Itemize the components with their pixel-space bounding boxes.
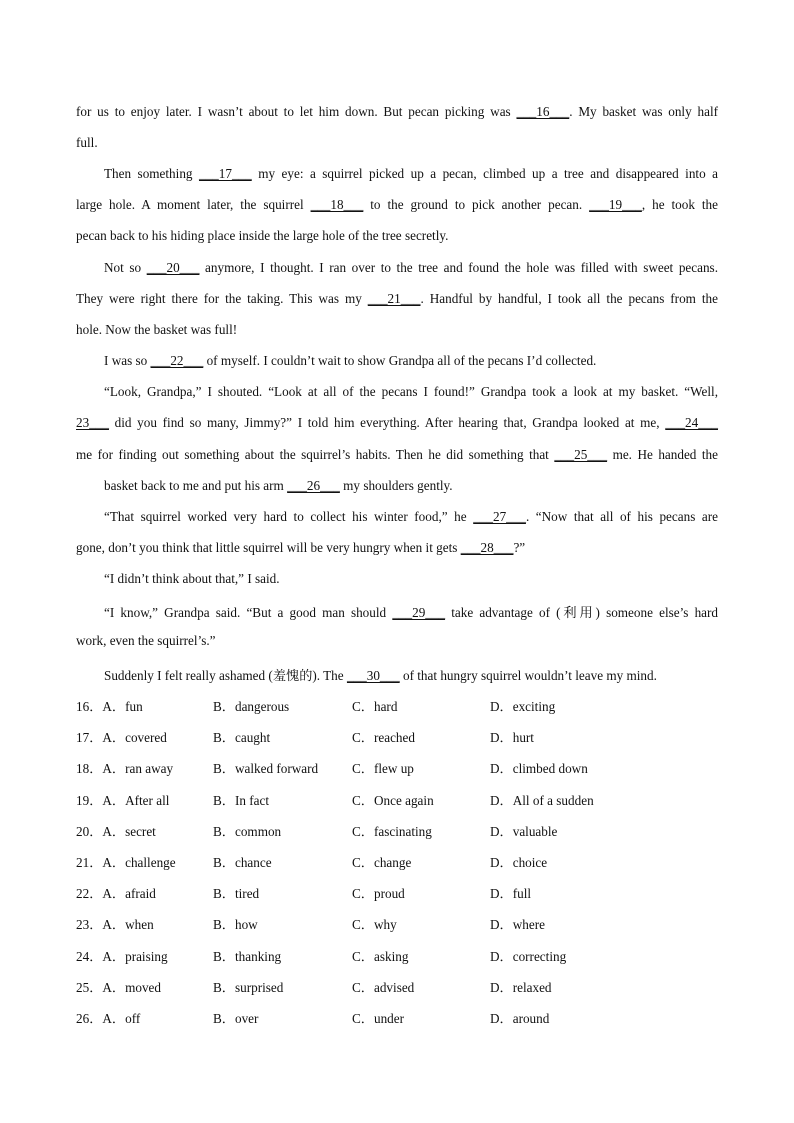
passage-line [76,104,718,120]
question-number: 17． [76,730,103,746]
passage-text: Then something [104,166,199,181]
option-c[interactable] [352,852,411,871]
option-d[interactable] [490,821,557,840]
passage-line [76,540,718,556]
option-b[interactable] [213,1008,258,1027]
option-letter: C． [352,730,374,746]
blank-number: ___16___ [516,104,570,119]
option-c[interactable] [352,1008,404,1027]
option-d[interactable] [490,727,534,746]
passage-text: hole. Now the basket was full! [76,322,238,337]
option-b[interactable] [213,727,270,746]
option-text: proud [373,886,405,902]
option-c[interactable] [352,821,432,840]
blank-number: ___25___ [554,447,608,462]
option-letter: C． [352,948,374,964]
passage-line [76,197,718,213]
option-letter: A． [102,792,126,808]
option-d[interactable] [490,758,588,777]
option-letter: B． [213,948,235,964]
option-text: reached [373,730,415,746]
option-text: off [125,1011,141,1026]
option-b[interactable] [213,852,272,871]
option-a[interactable] [76,977,161,996]
option-letter: D． [490,979,513,995]
passage-text: for us to enjoy later. I wasn’t about to let him down. But pecan picking was [76,104,517,119]
option-text: correcting [512,948,567,964]
option-letter: A． [102,730,126,746]
passage-text: did you find so many, Jimmy?” I told him everything. After hearing that, Grandpa looked at me, [108,415,666,430]
option-text: In fact [234,792,270,808]
question-number: 25． [76,979,103,995]
passage-text: , he took the [641,197,718,212]
option-text: over [234,1011,259,1026]
option-b[interactable] [213,883,259,902]
option-letter: B． [213,761,235,777]
option-text: valuable [512,823,558,839]
passage-text: my shoulders gently. [339,478,453,493]
passage-text: gone, don’t you think that little squirrel will be very hungry when it gets [76,540,461,555]
passage-text: take advantage of (利用) someone else’s hard [445,605,719,620]
option-text: relaxed [512,979,552,995]
option-text: praising [125,948,168,964]
passage-line [76,291,718,307]
passage-text: work, even the squirrel’s.” [76,633,216,648]
option-text: walked forward [234,761,319,777]
option-letter: C． [352,823,374,839]
option-c[interactable] [352,790,434,809]
passage-text: me. He handed the [607,447,718,462]
passage-text: my eye: a squirrel picked up a pecan, climbed up a tree and disappeared into a [251,166,719,181]
passage-text: “I know,” Grandpa said. “But a good man should [104,605,393,620]
option-d[interactable] [490,977,552,996]
passage-text: of myself. I couldn’t wait to show Grandpa all of the pecans I’d collected. [203,353,597,368]
option-letter: B． [213,979,235,995]
passage-text: “That squirrel worked very hard to collect his winter food,” he [104,509,474,524]
option-text: All of a sudden [512,792,594,808]
option-letter: B． [213,1011,235,1026]
option-a[interactable] [76,883,156,902]
question-number: 20． [76,823,103,839]
passage-line [104,478,718,494]
option-b[interactable] [213,696,289,715]
option-c[interactable] [352,977,414,996]
blank-number: ___18___ [310,197,364,212]
option-letter: D． [490,761,513,777]
option-b[interactable] [213,914,258,933]
passage-line [104,260,718,276]
option-letter: D． [490,855,513,870]
option-text: surprised [234,979,284,995]
option-text: secret [125,823,156,839]
option-a[interactable] [76,758,173,777]
passage-line [104,665,718,684]
blank-number: ___21___ [367,291,421,306]
option-text: covered [125,730,167,746]
blank-number: ___26___ [287,478,340,493]
option-letter: A． [102,699,126,714]
option-text: common [234,823,282,839]
passage-text: “I didn’t think about that,” I said. [104,571,280,586]
blank-number: ___29___ [392,605,446,620]
option-c[interactable] [352,727,415,746]
option-text: advised [373,979,415,995]
option-text: when [125,917,154,933]
option-text: asking [373,948,409,964]
option-text: fun [125,699,143,714]
option-text: where [512,917,545,933]
option-b[interactable] [213,758,318,777]
option-text: why [373,917,397,933]
option-text: moved [125,979,161,995]
option-letter: B． [213,917,235,933]
option-a[interactable] [76,727,167,746]
option-text: change [373,855,412,870]
passage-text: ?” [513,540,526,555]
option-letter: B． [213,699,235,714]
blank-number: ___30___ [346,668,400,683]
passage-text: They were right there for the taking. This was my [76,291,368,306]
passage-text: of that hungry squirrel wouldn’t leave my mind. [399,668,657,683]
passage-text: . Handful by handful, I took all the pecans from the [420,291,718,306]
question-number: 19． [76,792,103,808]
option-letter: D． [490,917,513,933]
option-text: After all [125,792,170,808]
option-letter: A． [102,917,126,933]
option-a[interactable] [76,1008,140,1027]
passage-line [76,135,718,151]
option-letter: C． [352,761,374,777]
option-letter: A． [102,1011,126,1026]
blank-number: ___27___ [473,509,526,524]
option-a[interactable] [76,696,143,715]
question-number: 21． [76,855,103,870]
option-text: climbed down [512,761,588,777]
option-c[interactable] [352,696,397,715]
passage-line [104,353,718,369]
option-text: afraid [125,886,156,902]
option-d[interactable] [490,1008,549,1027]
passage-line [104,166,718,182]
option-letter: B． [213,823,235,839]
option-c[interactable] [352,946,408,965]
option-letter: D． [490,823,513,839]
passage-text: anymore, I thought. I ran over to the tree and found the hole was filled with sweet pecans. [199,260,718,275]
option-a[interactable] [76,852,176,871]
option-letter: A． [102,855,126,870]
option-text: exciting [512,699,556,714]
passage-text: full. [76,135,98,150]
passage-text: Suddenly I felt really ashamed (羞愧的). The [104,668,347,683]
option-letter: A． [102,948,126,964]
option-text: Once again [373,792,434,808]
option-text: tired [234,886,260,902]
option-letter: B． [213,855,235,870]
option-letter: C． [352,855,374,870]
passage-text: large hole. A moment later, the squirrel [76,197,311,212]
blank-number: ___28___ [460,540,514,555]
option-letter: D． [490,792,513,808]
passage-text: I was so [104,353,151,368]
option-text: hard [373,699,398,714]
blank-number: ___24___ [665,415,718,430]
blank-number: ___19___ [589,197,642,212]
passage-text: to the ground to pick another pecan. [363,197,590,212]
option-c[interactable] [352,914,397,933]
blank-number: ___17___ [198,166,252,181]
option-d[interactable] [490,696,555,715]
question-number: 26． [76,1011,103,1026]
option-text: choice [512,855,548,870]
option-a[interactable] [76,790,169,809]
question-number: 18． [76,761,103,777]
blank-number: ___20___ [146,260,200,275]
option-letter: C． [352,699,374,714]
option-text: hurt [512,730,534,746]
option-d[interactable] [490,914,545,933]
option-letter: D． [490,730,513,746]
passage-text: “Look, Grandpa,” I shouted. “Look at all of the pecans I found!” Grandpa took a look at my basket. “Well, [104,384,718,399]
option-text: challenge [125,855,176,870]
option-b[interactable] [213,946,281,965]
option-text: fascinating [373,823,432,839]
option-letter: B． [213,792,235,808]
option-letter: A． [102,886,126,902]
passage-line [104,602,718,621]
option-a[interactable] [76,946,168,965]
option-letter: A． [102,761,126,777]
passage-line [76,415,718,431]
question-number: 16． [76,699,103,714]
passage-line [76,322,718,338]
option-letter: C． [352,1011,374,1026]
passage-line [104,571,718,587]
option-text: chance [234,855,272,870]
blank-number: ___22___ [150,353,204,368]
option-text: how [234,917,258,933]
option-text: around [512,1011,550,1026]
option-d[interactable] [490,883,531,902]
option-text: dangerous [234,699,290,714]
passage-text: me for finding out something about the squirrel’s habits. Then he did something that [76,447,555,462]
passage-text: . “Now that all of his pecans are [525,509,718,524]
option-text: ran away [125,761,174,777]
option-letter: C． [352,886,374,902]
question-number: 23． [76,917,103,933]
option-d[interactable] [490,790,594,809]
option-c[interactable] [352,758,414,777]
option-text: under [373,1011,405,1026]
passage-text: . My basket was only half [569,104,718,119]
option-letter: D． [490,1011,513,1026]
option-text: thanking [234,948,282,964]
option-d[interactable] [490,946,566,965]
option-d[interactable] [490,852,547,871]
option-letter: C． [352,792,374,808]
blank-number: 23___ [76,415,109,430]
passage-line [76,228,718,244]
passage-line [76,447,718,463]
question-number: 22． [76,886,103,902]
option-a[interactable] [76,821,156,840]
option-letter: C． [352,979,374,995]
passage-line [76,633,718,649]
option-letter: B． [213,886,235,902]
option-text: full [512,886,532,902]
option-letter: B． [213,730,235,746]
passage-line [104,384,718,400]
option-a[interactable] [76,914,154,933]
passage-text: pecan back to his hiding place inside the large hole of the tree secretly. [76,228,449,243]
option-text: flew up [373,761,414,777]
option-b[interactable] [213,821,281,840]
option-b[interactable] [213,790,269,809]
passage-text: Not so [104,260,147,275]
question-number: 24． [76,948,103,964]
option-b[interactable] [213,977,283,996]
option-letter: D． [490,699,513,714]
passage-text: basket back to me and put his arm [104,478,288,493]
passage-line [104,509,718,525]
option-text: caught [234,730,271,746]
option-letter: C． [352,917,374,933]
option-letter: A． [102,979,126,995]
option-c[interactable] [352,883,405,902]
option-letter: D． [490,886,513,902]
option-letter: D． [490,948,513,964]
option-letter: A． [102,823,126,839]
